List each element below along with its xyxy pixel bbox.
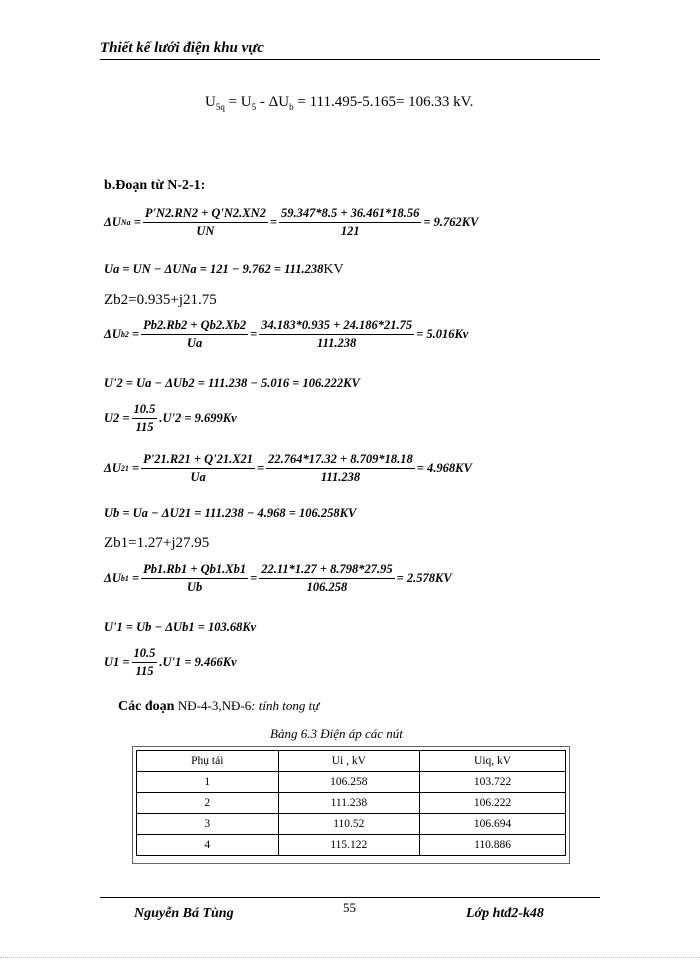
equation-delta-una: ΔU Na = $\frac{P'N2.RN2 + Q'N2.XN2}{UN}$ = $\frac{59.347*8.5 + 36.461*18.56}{121}$ = 9.762KV — [104, 206, 479, 238]
eq5-lhs: U2 = — [104, 411, 130, 425]
page-bottom-edge — [0, 957, 700, 958]
eq10-lhs: U1 = — [104, 655, 130, 669]
equation-delta-u21: ΔU 21 = $\frac{P'21.R21 + Q'21.X21}{Ua}$ = $\frac{22.764*17.32 + 8.709*18.18}{111.238}$ = 4.968KV — [104, 452, 472, 484]
table-cell: 4 — [137, 835, 279, 856]
eq8-result: = 2.578KV — [396, 571, 452, 585]
footer-class: Lớp htđ2-k48 — [466, 906, 544, 921]
top-eq-rhs: = 111.495-5.165= 106.33 kV. — [293, 94, 474, 110]
eq1-den2: 121 — [340, 224, 360, 238]
footer-author: Nguyễn Bá Tùng — [134, 906, 234, 921]
eq3-lhs: ΔU — [104, 327, 121, 341]
others-bold: Các đoạn — [118, 699, 175, 714]
table-cell: 3 — [137, 814, 279, 835]
eq3-frac-numeric — [259, 318, 414, 351]
voltage-table-frame — [132, 746, 570, 864]
eq3-num2: 34.183*0.935 + 24.186*21.75 — [259, 318, 414, 335]
other-sections-note — [118, 698, 319, 715]
equation-u1-prime: U'1 = Ub − ΔUb1 = 103.68Kv — [104, 620, 257, 634]
zb1-value: Zb1=1.27+j27.95 — [104, 535, 210, 551]
eq1-frac-numeric — [279, 206, 421, 239]
table-cell: 110.886 — [420, 835, 566, 856]
zb2-value: Zb2=0.935+j21.75 — [104, 292, 217, 308]
table-row — [137, 835, 566, 856]
eq8-frac-numeric — [259, 562, 394, 595]
table-cell: 1 — [137, 772, 279, 793]
table-cell: 106.222 — [420, 793, 566, 814]
eq5-rhs: .U'2 = 9.699Kv — [159, 411, 237, 425]
table-header-row — [137, 751, 566, 772]
eq10-num: 10.5 — [132, 646, 158, 663]
eq2-text: Ua = UN − ΔUNa = 121 − 9.762 = 111.238 — [104, 262, 324, 276]
others-ital: : tính tong tự — [251, 698, 320, 713]
top-eq-mid: = U — [224, 94, 252, 110]
eq10-den: 115 — [135, 664, 154, 678]
eq6-lhs: ΔU — [104, 461, 121, 475]
equation-u1 — [104, 646, 237, 679]
eq3-result: = 5.016Kv — [416, 327, 469, 341]
eq10-frac — [132, 646, 158, 679]
eq5-num: 10.5 — [132, 402, 158, 419]
header-divider — [100, 59, 600, 60]
table-cell: 106.694 — [420, 814, 566, 835]
table-cell: 115.122 — [278, 835, 420, 856]
top-eq-minus: - ΔU — [256, 94, 290, 110]
table-cell: 103.722 — [420, 772, 566, 793]
eq10-rhs: .U'1 = 9.466Kv — [159, 655, 237, 669]
top-eq-minus-sub: b — [289, 102, 294, 112]
table-caption: Bảng 6.3 Điện áp các nút — [270, 726, 403, 741]
eq1-num: P'N2.RN2 + Q'N2.XN2 — [143, 206, 268, 223]
eq6-num: P'21.R21 + Q'21.X21 — [141, 452, 255, 469]
eq2-unit: KV — [323, 262, 344, 277]
section-title: b.Đoạn từ N-2-1: — [104, 178, 206, 193]
equation-delta-ub2: ΔU b2 = $\frac{Pb2.Rb2 + Qb2.Xb2}{Ua}$ = $\frac{34.183*0.935 + 24.186*21.75}{111.238}$ = 5.016Kv — [104, 318, 469, 350]
eq1-num2: 59.347*8.5 + 36.461*18.56 — [279, 206, 421, 223]
eq8-lhs-sub: b1 — [120, 574, 129, 583]
eq6-lhs-sub: 21 — [120, 464, 129, 473]
top-eq-lhs-sub: 5q — [215, 102, 225, 112]
table-cell: 106.258 — [278, 772, 420, 793]
table-cell: 110.52 — [278, 814, 420, 835]
top-equation — [205, 94, 473, 112]
table-row — [137, 772, 566, 793]
equation-ub: Ub = Ua − ΔU21 = 111.238 − 4.968 = 106.258KV — [104, 506, 357, 520]
eq6-frac-numeric — [266, 452, 415, 485]
eq3-frac-symbolic — [141, 318, 248, 351]
header-title: Thiết kế lưới điện khu vực — [100, 40, 264, 56]
eq5-den: 115 — [135, 420, 154, 434]
table-header-cell: Phụ tải — [137, 751, 279, 772]
eq8-lhs: ΔU — [104, 571, 121, 585]
table-cell: 111.238 — [278, 793, 420, 814]
table-header-cell: Uiq, kV — [420, 751, 566, 772]
eq8-den: Ub — [186, 580, 203, 594]
eq1-lhs-sub: Na — [120, 218, 131, 227]
equation-delta-ub1: ΔU b1 = $\frac{Pb1.Rb1 + Qb1.Xb1}{Ub}$ = $\frac{22.11*1.27 + 8.798*27.95}{106.258}$ = 2.578KV — [104, 562, 452, 594]
table-row — [137, 793, 566, 814]
eq6-den2: 111.238 — [320, 470, 361, 484]
eq1-lhs: ΔU — [104, 215, 121, 229]
eq3-den: Ua — [186, 336, 203, 350]
eq6-result: = 4.968KV — [416, 461, 472, 475]
eq8-frac-symbolic — [141, 562, 248, 595]
eq3-den2: 111.238 — [317, 336, 357, 350]
top-eq-mid-sub: 5 — [251, 102, 257, 112]
top-eq-lhs: U — [205, 94, 216, 110]
equation-ua — [104, 262, 344, 278]
eq1-den: UN — [196, 224, 215, 238]
eq3-num: Pb2.Rb2 + Qb2.Xb2 — [141, 318, 248, 335]
table-row — [137, 814, 566, 835]
eq6-frac-symbolic — [141, 452, 255, 485]
eq1-frac-symbolic — [143, 206, 268, 239]
others-mid: NĐ-4-3,NĐ-6 — [177, 698, 252, 713]
eq8-den2: 106.258 — [306, 580, 348, 594]
eq5-frac — [132, 402, 158, 435]
eq6-den: Ua — [190, 470, 206, 484]
eq8-num: Pb1.Rb1 + Qb1.Xb1 — [141, 562, 248, 579]
table-cell: 2 — [137, 793, 279, 814]
equation-u2-prime: U'2 = Ua − ΔUb2 = 111.238 − 5.016 = 106.222KV — [104, 376, 360, 390]
page-number: 55 — [343, 900, 356, 915]
table-header-cell: Ui , kV — [278, 751, 420, 772]
equation-u2 — [104, 402, 237, 435]
voltage-table — [136, 750, 566, 856]
eq6-num2: 22.764*17.32 + 8.709*18.18 — [266, 452, 415, 469]
eq1-result: = 9.762KV — [423, 215, 479, 229]
footer-divider — [100, 897, 600, 898]
eq3-lhs-sub: b2 — [120, 330, 129, 339]
eq8-num2: 22.11*1.27 + 8.798*27.95 — [259, 562, 394, 579]
